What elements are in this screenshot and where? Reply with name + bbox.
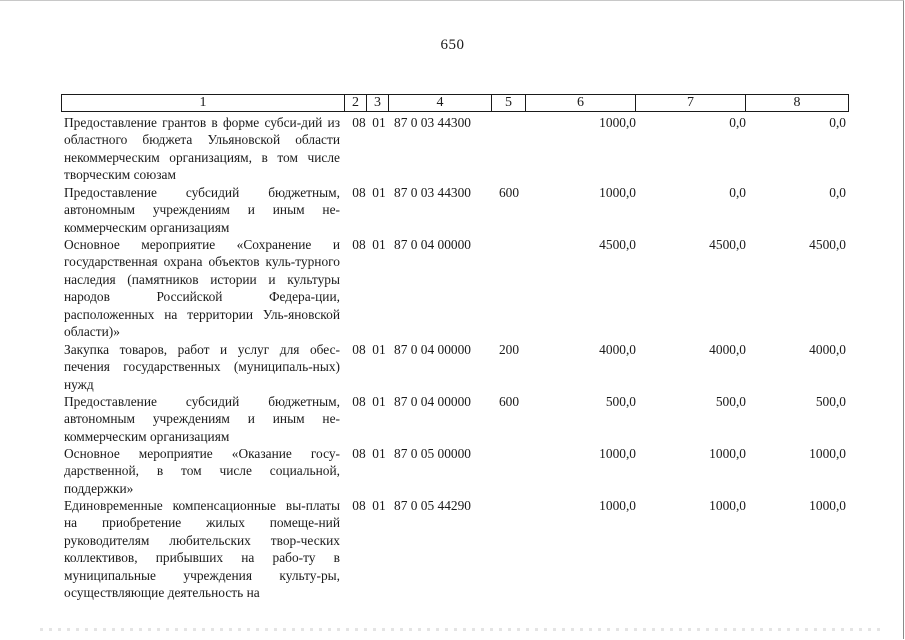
row-target-code: 87 0 05 44290	[394, 498, 471, 513]
row-subsection: 01	[372, 115, 386, 130]
row-amount-col-7: 500,0	[715, 394, 746, 409]
row-description: Предоставление субсидий бюджетным, автономным учреждениям и иным не-коммерческим организациям	[64, 185, 340, 235]
row-subsection: 01	[372, 446, 386, 461]
row-amount-col-6: 1000,0	[599, 446, 636, 461]
row-amount-col-6: 500,0	[605, 394, 636, 409]
row-description: Закупка товаров, работ и услуг для обес-печения государственных (муниципаль-ных) нужд	[64, 342, 340, 392]
row-expense-type: 600	[498, 185, 520, 200]
row-amount-col-8: 4000,0	[809, 342, 846, 357]
row-target-code: 87 0 03 44300	[394, 185, 471, 200]
row-amount-col-7: 4500,0	[709, 237, 746, 252]
row-amount-col-8: 1000,0	[809, 498, 846, 513]
page-number: 650	[440, 37, 465, 53]
row-amount-col-6: 4000,0	[599, 342, 636, 357]
row-section: 08	[352, 185, 366, 200]
row-section: 08	[352, 446, 366, 461]
row-amount-col-7: 1000,0	[709, 498, 746, 513]
row-description: Предоставление грантов в форме субси-дий из областного бюджета Ульяновской области некоммерческим организациям, в том числе творческим союзам	[64, 115, 340, 183]
table-header	[61, 94, 849, 112]
row-amount-col-6: 1000,0	[599, 498, 636, 513]
row-section: 08	[352, 342, 366, 357]
row-target-code: 87 0 03 44300	[394, 115, 471, 130]
header-col-6: 6	[526, 95, 636, 111]
row-expense-type: 600	[498, 394, 520, 409]
row-target-code: 87 0 04 00000	[394, 342, 471, 357]
row-amount-col-7: 0,0	[729, 185, 746, 200]
row-section: 08	[352, 237, 366, 252]
row-amount-col-8: 1000,0	[809, 446, 846, 461]
header-col-5: 5	[492, 95, 526, 111]
row-description: Основное мероприятие «Оказание госу-дарственной, в том числе социальной, поддержки»	[64, 446, 340, 496]
header-col-4: 4	[389, 95, 492, 111]
row-amount-col-6: 1000,0	[599, 115, 636, 130]
row-subsection: 01	[372, 185, 386, 200]
row-target-code: 87 0 04 00000	[394, 394, 471, 409]
row-amount-col-8: 0,0	[829, 115, 846, 130]
row-amount-col-8: 4500,0	[809, 237, 846, 252]
row-target-code: 87 0 04 00000	[394, 237, 471, 252]
row-subsection: 01	[372, 498, 386, 513]
row-amount-col-8: 0,0	[829, 185, 846, 200]
row-amount-col-6: 4500,0	[599, 237, 636, 252]
row-subsection: 01	[372, 237, 386, 252]
row-expense-type: 200	[498, 342, 520, 357]
row-subsection: 01	[372, 394, 386, 409]
row-section: 08	[352, 498, 366, 513]
header-col-1: 1	[62, 95, 345, 111]
row-subsection: 01	[372, 342, 386, 357]
row-amount-col-6: 1000,0	[599, 185, 636, 200]
row-amount-col-7: 0,0	[729, 115, 746, 130]
row-description: Предоставление субсидий бюджетным, автономным учреждениям и иным не-коммерческим организациям	[64, 394, 340, 444]
row-section: 08	[352, 394, 366, 409]
row-target-code: 87 0 05 00000	[394, 446, 471, 461]
header-col-3: 3	[367, 95, 389, 111]
row-description: Единовременные компенсационные вы-платы на приобретение жилых помеще-ний руководителям любительских твор-ческих коллективов, прибывших на рабо-ту в муниципальные учреждения культу-ры, осуществляющие деятельность на	[64, 498, 340, 601]
header-col-2: 2	[345, 95, 367, 111]
header-col-8: 8	[793, 95, 801, 110]
row-amount-col-7: 4000,0	[709, 342, 746, 357]
header-col-7: 7	[636, 95, 746, 111]
scan-artifact	[40, 628, 880, 631]
row-section: 08	[352, 115, 366, 130]
row-amount-col-8: 500,0	[815, 394, 846, 409]
row-description: Основное мероприятие «Сохранение и государственная охрана объектов куль-турного наследия (памятников истории и культуры народов Российской Федера-ции, расположенных на территории Уль-яновской области)»	[64, 237, 340, 340]
row-amount-col-7: 1000,0	[709, 446, 746, 461]
